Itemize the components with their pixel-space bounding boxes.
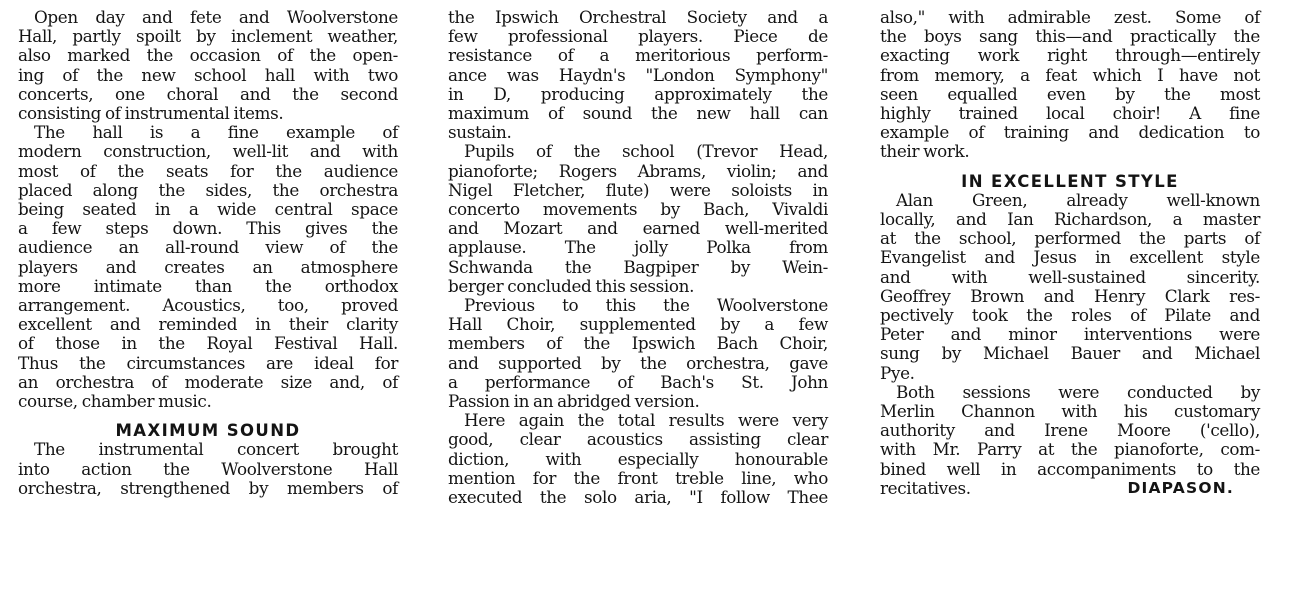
article-column-1 [18, 8, 398, 498]
paragraph-2 [18, 123, 398, 411]
text-line: few professional players. Piece de [448, 26, 828, 47]
text-line: the boys sang this—and practically the [880, 26, 1260, 47]
text-line: Hall Choir, supplemented by a few [448, 314, 828, 335]
text-line: Pupils of the school (Trevor Head, [464, 141, 828, 162]
text-line: concerts, one choral and the second [18, 83, 398, 104]
text-line: mention for the front treble line, who [448, 467, 828, 488]
paragraph-7 [880, 191, 1260, 383]
text-line: consisting of instrumental items. [18, 103, 284, 124]
paragraph-6 [448, 411, 828, 507]
text-line: arrangement. Acoustics, too, proved [18, 295, 398, 316]
text-line: authority and Irene Moore ('cello), [880, 420, 1260, 441]
paragraph-5 [448, 296, 828, 411]
text-line: seen equalled even by the most [880, 83, 1260, 104]
text-line: also," with admirable zest. Some of [880, 7, 1260, 27]
text-line: The instrumental concert brought [34, 439, 398, 460]
text-line: Geoffrey Brown and Henry Clark res- [880, 285, 1260, 306]
closing-line [880, 479, 1260, 498]
text-line: diction, with especially honourable [448, 448, 828, 469]
text-line: sustain. [448, 122, 512, 143]
text-line: example of training and dedication to [880, 122, 1260, 143]
text-line: the Ipswich Orchestral Society and a [448, 7, 828, 27]
text-line: course, chamber music. [18, 391, 212, 412]
text-line: exacting work right through—entirely [880, 45, 1260, 66]
article-column-2 [448, 8, 828, 507]
text-line: and Mozart and earned well-merited [448, 218, 828, 239]
text-line: at the school, performed the parts of [880, 228, 1260, 249]
text-line: placed along the sides, the orchestra [18, 179, 398, 200]
text-line: of those in the Royal Festival Hall. [18, 333, 398, 354]
byline-signature: DIAPASON. [1127, 478, 1234, 497]
text-line: in D, producing approximately the [448, 83, 828, 104]
text-line: ing of the new school hall with two [18, 64, 398, 85]
paragraph-6-continued [880, 8, 1260, 162]
text-line: Evangelist and Jesus in excellent style [880, 247, 1260, 268]
text-line: ance was Haydn's "London Symphony" [448, 64, 828, 85]
text-line: with Mr. Parry at the pianoforte, com- [880, 439, 1260, 460]
text-line: Previous to this the Woolverstone [464, 295, 828, 316]
text-line: into action the Woolverstone Hall [18, 458, 398, 479]
text-line: Pye. [880, 362, 915, 383]
text-line: Both sessions were conducted by [896, 381, 1260, 402]
paragraph-4 [448, 142, 828, 296]
text-line: concerto movements by Bach, Vivaldi [448, 199, 828, 220]
text-line: audience an all-round view of the [18, 237, 398, 258]
text-line: also marked the occasion of the open- [18, 45, 398, 66]
text-line: The hall is a fine example of [34, 122, 398, 143]
text-line: recitatives. [880, 477, 971, 498]
text-line: modern construction, well-lit and with [18, 141, 398, 162]
text-line: Alan Green, already well-known [896, 189, 1260, 210]
text-line: good, clear acoustics assisting clear [448, 429, 828, 450]
text-line: bined well in accompaniments to the [880, 458, 1260, 479]
text-line: Peter and minor interventions were [880, 324, 1260, 345]
text-line: locally, and Ian Richardson, a master [880, 209, 1260, 230]
text-line: their work. [880, 141, 970, 162]
text-line: highly trained local choir! A fine [880, 103, 1260, 124]
text-line: pectively took the roles of Pilate and [880, 305, 1260, 326]
text-line: Hall, partly spoilt by inclement weather, [18, 26, 398, 47]
text-line: applause. The jolly Polka from [448, 237, 828, 258]
text-line: excellent and reminded in their clarity [18, 314, 398, 335]
text-line: most of the seats for the audience [18, 160, 398, 181]
paragraph-1 [18, 8, 398, 123]
text-line: Here again the total results were very [464, 410, 828, 431]
paragraph-3 [18, 440, 398, 498]
text-line: maximum of sound the new hall can [448, 103, 828, 124]
text-line: and with well-sustained sincerity. [880, 266, 1260, 287]
text-line: an orchestra of moderate size and, of [18, 371, 398, 392]
text-line: sung by Michael Bauer and Michael [880, 343, 1260, 364]
text-line: Thus the circumstances are ideal for [18, 352, 398, 373]
text-line: Passion in an abridged version. [448, 391, 700, 412]
text-line: being seated in a wide central space [18, 199, 398, 220]
subheading-in-excellent-style: IN EXCELLENT STYLE [961, 171, 1179, 191]
text-line: a few steps down. This gives the [18, 218, 398, 239]
paragraph-8 [880, 383, 1260, 498]
text-line: a performance of Bach's St. John [448, 371, 828, 392]
text-line: more intimate than the orthodox [18, 275, 398, 296]
text-line: executed the solo aria, "I follow Thee [448, 487, 828, 508]
text-line: players and creates an atmosphere [18, 256, 398, 277]
text-line: and supported by the orchestra, gave [448, 352, 828, 373]
text-line: members of the Ipswich Bach Choir, [448, 333, 828, 354]
text-line: Merlin Channon with his customary [880, 401, 1260, 422]
text-line: resistance of a meritorious perform- [448, 45, 828, 66]
subheading-maximum-sound: MAXIMUM SOUND [115, 421, 301, 441]
article-column-3 [880, 8, 1260, 498]
paragraph-3-continued [448, 8, 828, 142]
text-line: Open day and fete and Woolverstone [34, 7, 398, 27]
text-line: Schwanda the Bagpiper by Wein- [448, 256, 828, 277]
text-line: pianoforte; Rogers Abrams, violin; and [448, 160, 828, 181]
text-line: berger concluded this session. [448, 275, 695, 296]
text-line: orchestra, strengthened by members of [18, 477, 398, 498]
text-line: Nigel Fletcher, flute) were soloists in [448, 179, 828, 200]
text-line: from memory, a feat which I have not [880, 64, 1260, 85]
